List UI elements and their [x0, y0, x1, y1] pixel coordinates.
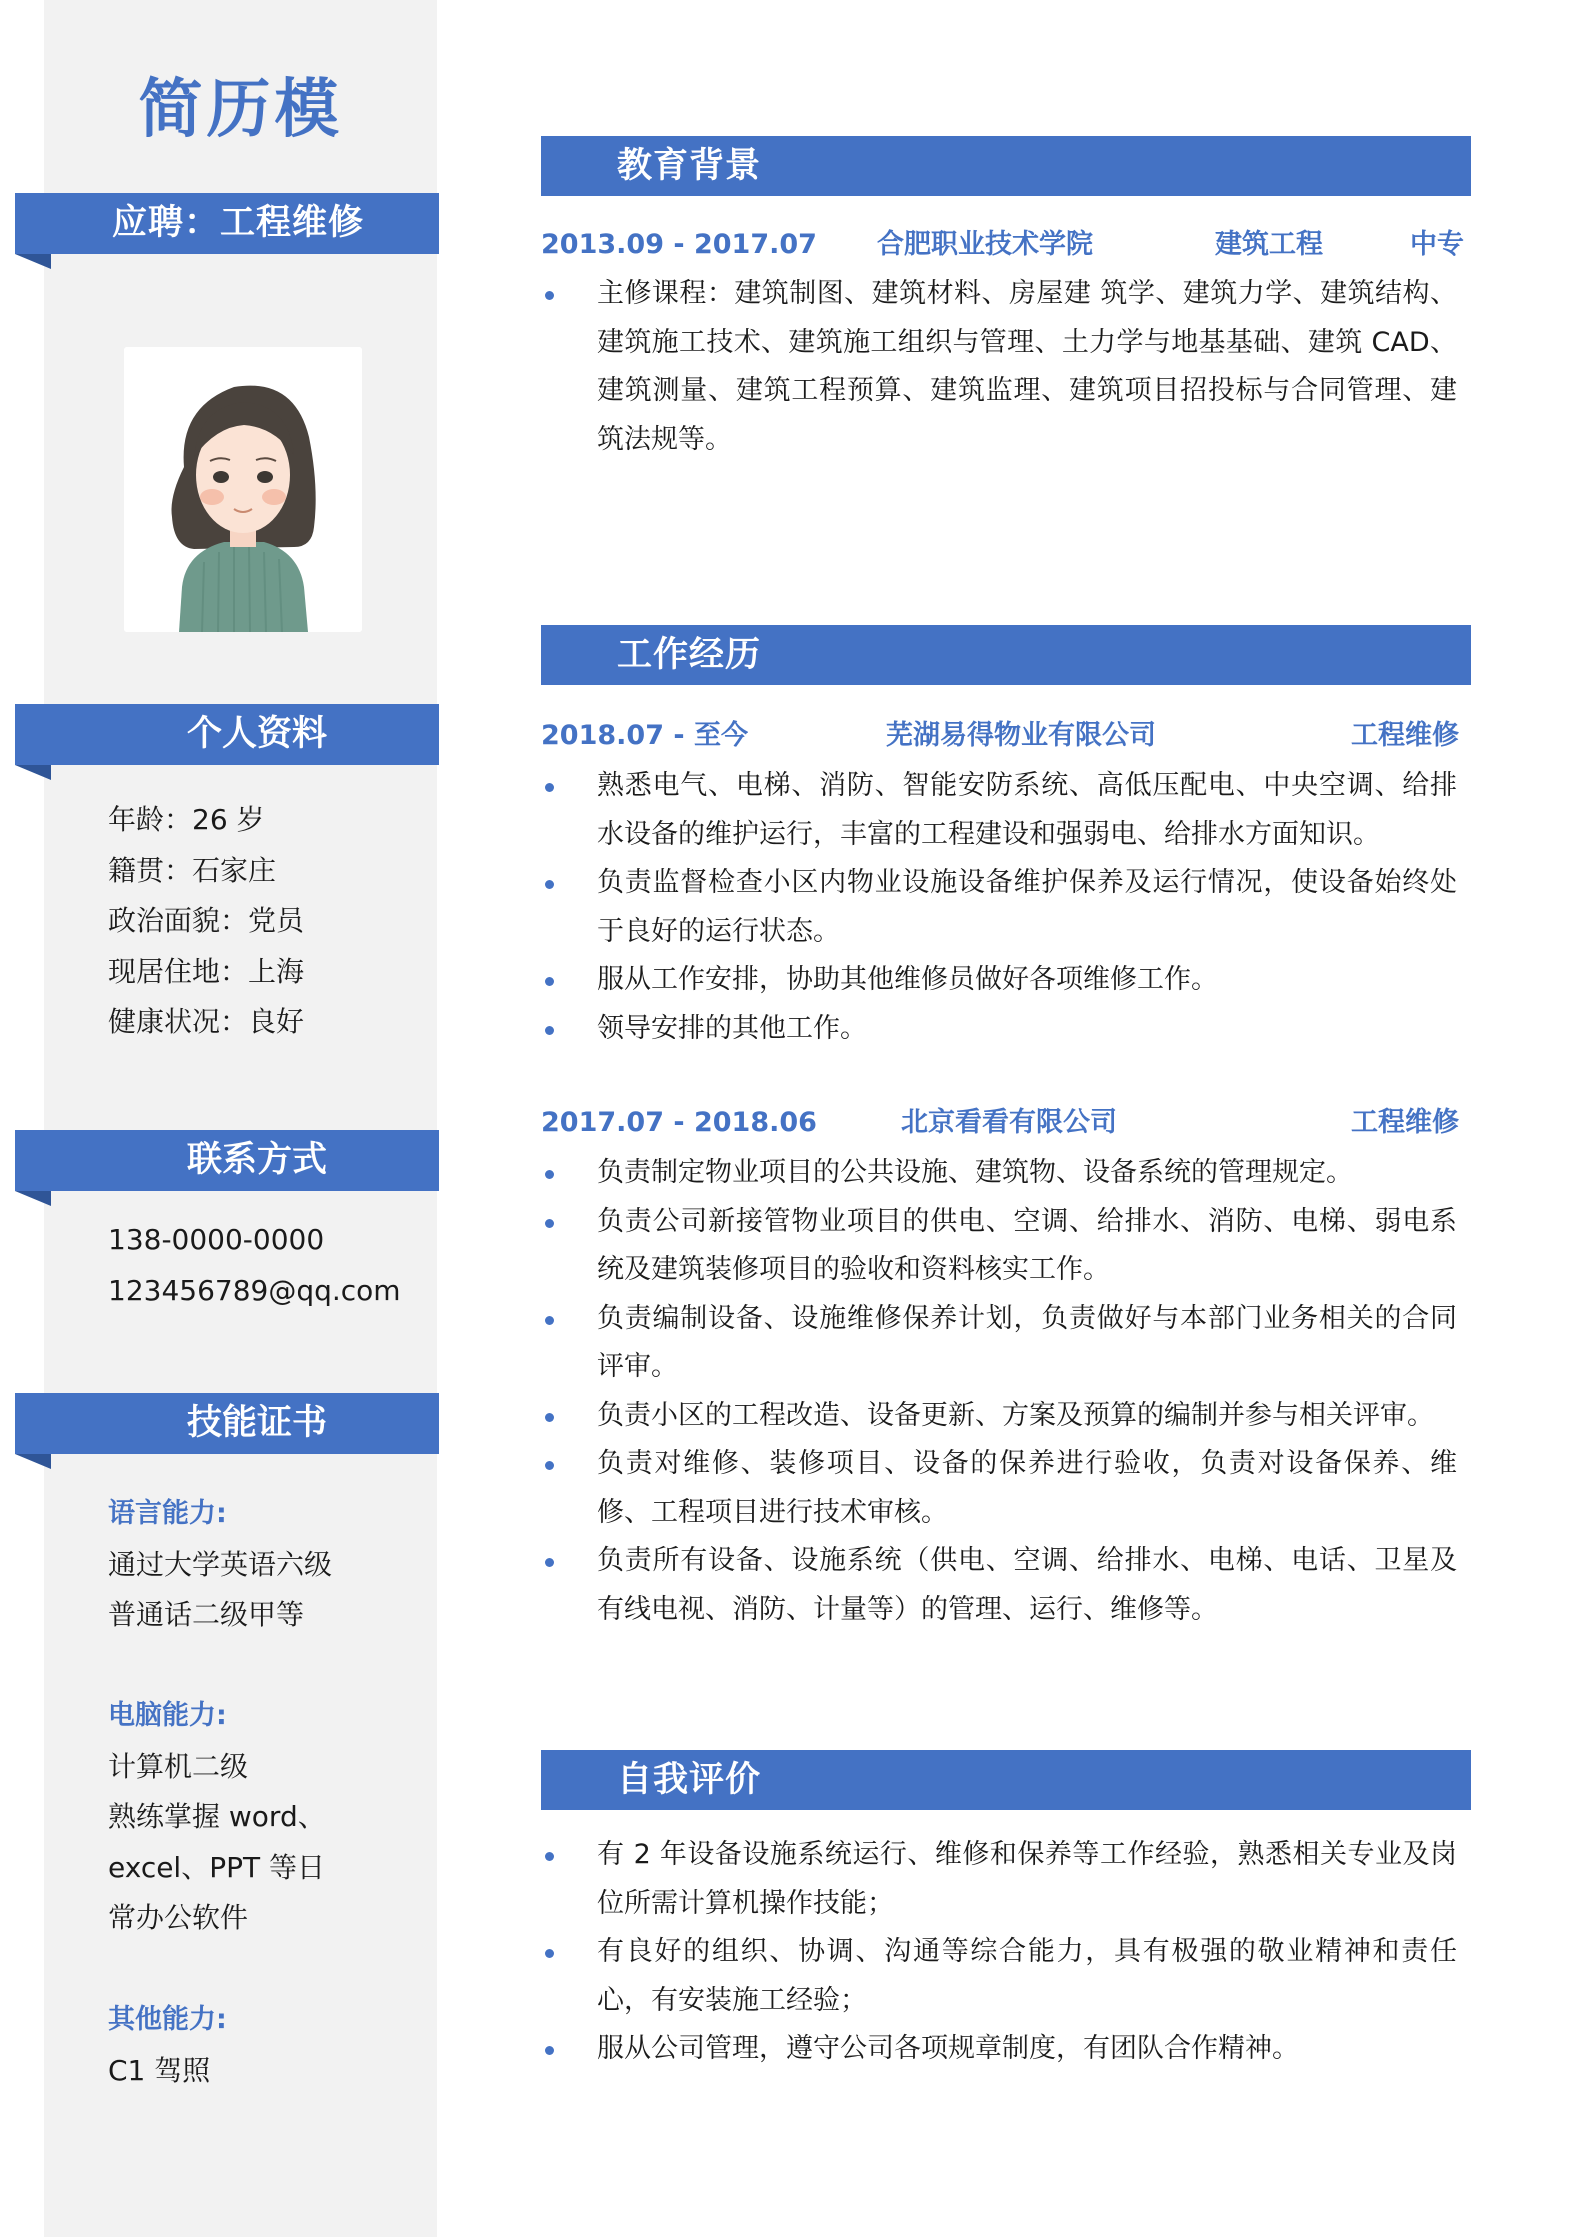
- personal-info-health: 健康状况：良好: [108, 1005, 305, 1038]
- education-period: 2013.09 - 2017.07: [541, 229, 817, 260]
- education-school: 合肥职业技术学院: [877, 229, 1093, 260]
- avatar-photo: [124, 347, 362, 632]
- work-position: 工程维修: [1351, 1107, 1459, 1138]
- list-item: 负责监督检查小区内物业设施设备维护保养及运行情况，使设备始终处于良好的运行状态。: [541, 859, 1471, 956]
- skill-line: 熟练掌握 word、: [108, 1800, 326, 1833]
- skills-language: [108, 1489, 332, 1641]
- work-period: 2017.07 - 2018.06: [541, 1107, 817, 1138]
- bullet-dot-icon: [545, 1852, 554, 1861]
- work-position: 工程维修: [1351, 720, 1459, 751]
- skill-line: 计算机二级: [108, 1749, 249, 1783]
- skill-line: 通过大学英语六级: [108, 1547, 333, 1581]
- list-item: 有 2 年设备设施系统运行、维修和保养等工作经验，熟悉相关专业及岗位所需计算机操作技能；: [541, 1831, 1471, 1928]
- personal-info-political-status: 政治面貌：党员: [108, 904, 305, 937]
- education-entry-header: [541, 225, 1464, 265]
- education-heading: 教育背景: [617, 146, 762, 186]
- bullet-dot-icon: [545, 1558, 554, 1567]
- list-item: 服从工作安排，协助其他维修员做好各项维修工作。: [541, 956, 1471, 1005]
- apply-position-banner: [15, 193, 439, 254]
- bullet-dot-icon: [545, 880, 554, 889]
- contact-email: 123456789@qq.com: [108, 1273, 401, 1307]
- contact-banner: [15, 1130, 439, 1191]
- bullet-dot-icon: [545, 1026, 554, 1035]
- list-item: 有良好的组织、协调、沟通等综合能力，具有极强的敬业精神和责任心，有安装施工经验；: [541, 1928, 1471, 2025]
- work-company: 芜湖易得物业有限公司: [886, 720, 1156, 751]
- resume-title: 简历模: [138, 73, 343, 147]
- list-item: 负责所有设备、设施系统（供电、空调、给排水、电梯、电话、卫星及有线电视、消防、计量等）的管理、运行、维修等。: [541, 1537, 1471, 1634]
- work-heading: 工作经历: [617, 635, 762, 675]
- skills-heading: 技能证书: [186, 1403, 327, 1443]
- skill-group-title: 其他能力:: [108, 2004, 227, 2035]
- list-item: 熟悉电气、电梯、消防、智能安防系统、高低压配电、中央空调、给排水设备的维护运行，丰富的工程建设和强弱电、给排水方面知识。: [541, 762, 1471, 859]
- list-item: 负责小区的工程改造、设备更新、方案及预算的编制并参与相关评审。: [541, 1392, 1471, 1441]
- self-eval-section-header: [541, 1750, 1471, 1810]
- skill-line: excel、PPT 等日: [108, 1850, 325, 1884]
- list-item: 主修课程：建筑制图、建筑材料、房屋建 筑学、建筑力学、建筑结构、建筑施工技术、建筑施工组织与管理、土力学与地基基础、建筑 CAD、建筑测量、建筑工程预算、建筑监理、建筑项目招投标与合同管理、建筑法规等。: [541, 270, 1471, 464]
- skills-other: [108, 1995, 227, 2096]
- bullet-dot-icon: [545, 1461, 554, 1470]
- work-period: 2018.07 - 至今: [541, 720, 748, 751]
- apply-position-label: 应聘：工程维修: [112, 203, 365, 243]
- bullet-dot-icon: [545, 1413, 554, 1422]
- bullet-dot-icon: [545, 1170, 554, 1179]
- personal-info-banner: [15, 704, 439, 765]
- bullet-dot-icon: [545, 1316, 554, 1325]
- personal-info-residence: 现居住地：上海: [108, 954, 305, 988]
- list-item: 负责制定物业项目的公共设施、建筑物、设备系统的管理规定。: [541, 1149, 1471, 1198]
- skills-computer: [108, 1691, 326, 1944]
- avatar-illustration-icon: [124, 347, 362, 632]
- self-eval-heading: 自我评价: [617, 1760, 762, 1800]
- bullet-dot-icon: [545, 291, 554, 300]
- contact-heading: 联系方式: [186, 1140, 327, 1180]
- skill-line: 普通话二级甲等: [108, 1598, 305, 1631]
- work-company: 北京看看有限公司: [901, 1107, 1117, 1138]
- skill-line: C1 驾照: [108, 2053, 211, 2087]
- education-bullets: [541, 270, 1471, 464]
- list-item: 负责对维修、装修项目、设备的保养进行验收，负责对设备保养、维修、工程项目进行技术审核。: [541, 1440, 1471, 1537]
- skill-group-title: 电脑能力:: [108, 1700, 227, 1731]
- work-entry-header: [541, 716, 1459, 756]
- skill-line: 常办公软件: [108, 1901, 249, 1934]
- bullet-dot-icon: [545, 977, 554, 986]
- work-entry-header: [541, 1103, 1459, 1143]
- list-item: 负责编制设备、设施维修保养计划，负责做好与本部门业务相关的合同评审。: [541, 1295, 1471, 1392]
- work-section-header: [541, 625, 1471, 685]
- self-eval-bullets: [541, 1831, 1471, 2074]
- skills-banner: [15, 1393, 439, 1454]
- personal-info-heading: 个人资料: [186, 714, 327, 754]
- list-item: 领导安排的其他工作。: [541, 1005, 1471, 1054]
- list-item: 负责公司新接管物业项目的供电、空调、给排水、消防、电梯、弱电系统及建筑装修项目的验收和资料核实工作。: [541, 1198, 1471, 1295]
- work-bullets: [541, 1149, 1471, 1634]
- bullet-dot-icon: [545, 1219, 554, 1228]
- contact-phone: 138-0000-0000: [108, 1223, 325, 1256]
- bullet-dot-icon: [545, 783, 554, 792]
- bullet-dot-icon: [545, 1949, 554, 1958]
- bullet-dot-icon: [545, 2046, 554, 2055]
- education-major: 建筑工程: [1215, 229, 1323, 260]
- personal-info-list: [108, 795, 304, 1048]
- contact-list: [108, 1215, 401, 1316]
- personal-info-hometown: 籍贯：石家庄: [108, 853, 277, 887]
- skill-group-title: 语言能力:: [108, 1498, 227, 1529]
- list-item: 服从公司管理，遵守公司各项规章制度，有团队合作精神。: [541, 2025, 1471, 2074]
- education-section-header: [541, 136, 1471, 196]
- personal-info-age: 年龄：26 岁: [108, 803, 265, 836]
- work-bullets: [541, 762, 1471, 1053]
- education-degree: 中专: [1410, 229, 1464, 260]
